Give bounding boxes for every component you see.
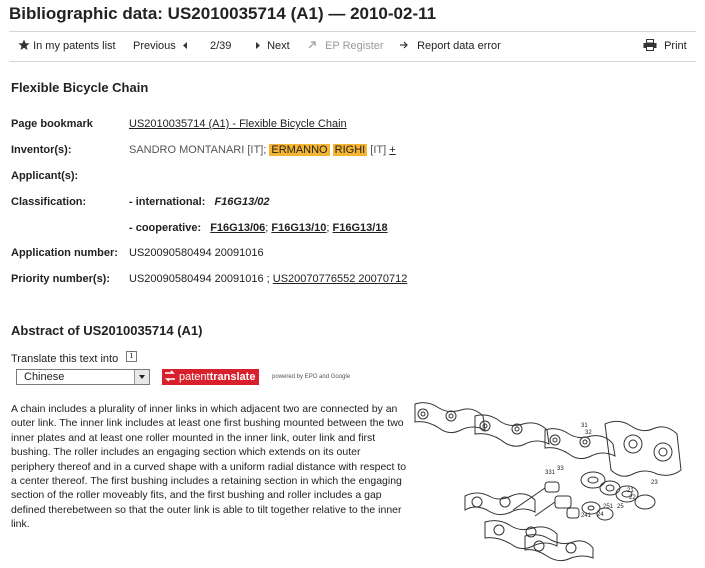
classification-international	[129, 196, 270, 208]
figure-label: 31	[581, 423, 588, 429]
classification-cooperative: - cooperative: F16G13/06; F16G13/10; F16G13/18	[129, 222, 388, 234]
figure-label: 24	[597, 512, 604, 518]
language-select[interactable]	[16, 369, 150, 385]
report-data-error-label: Report data error	[417, 40, 501, 52]
language-selected: Chinese	[24, 371, 65, 383]
priority-number-2-link[interactable]: US20070776552 20070712	[272, 273, 408, 285]
cooperative-code-link[interactable]: F16G13/06	[210, 222, 266, 234]
abstract-title: Abstract of US2010035714 (A1)	[11, 323, 203, 338]
page-bookmark-link[interactable]: US2010035714 (A1) - Flexible Bicycle Chain	[129, 118, 347, 130]
abstract-text: A chain includes a plurality of inner links in which adjacent two are connected by an outer link. The inner link includes at least one first bushing mounted between the two inner plates and at least one roller mounted in the inner link, outer link and first bushing. The roller includes an engaging section which extends on its outer periphery thereof and in a curved shape with a uniform radial distance with respect to a center thereof. The first bushing includes a retaining section in which the engaging section of the roller moveably fits, and the first bushing and roller includes a gap defined therebetween so that the outer link is able to tilt together relative to the inner link.	[11, 403, 407, 531]
previous-button[interactable]	[133, 32, 189, 61]
application-number-value: US20090580494 20091016	[129, 247, 264, 259]
cooperative-code-link[interactable]: F16G13/10	[271, 222, 327, 234]
applicants-label: Applicant(s):	[11, 170, 79, 182]
figure-label: 331	[545, 470, 556, 476]
powered-by-note: powered by EPO and Google	[272, 374, 351, 380]
priority-numbers-value	[129, 273, 407, 285]
figure-label: 25	[617, 504, 624, 510]
info-icon[interactable]: i	[126, 351, 137, 362]
figure-label: 33	[557, 466, 564, 472]
chevron-right-icon	[254, 41, 262, 50]
dropdown-arrow-icon	[134, 370, 149, 384]
cooperative-code-link[interactable]: F16G13/18	[332, 222, 388, 234]
inventor-2-country: [IT]	[370, 144, 387, 156]
result-counter: 2/39	[210, 40, 232, 52]
page-title: Bibliographic data: US2010035714 (A1) — 2010-02-11	[9, 4, 437, 23]
priority-number-1: US20090580494 20091016 ;	[129, 273, 270, 285]
page-bookmark-label: Page bookmark	[11, 118, 93, 130]
international-label: - international:	[129, 196, 206, 208]
priority-numbers-label: Priority number(s):	[11, 273, 111, 285]
previous-label: Previous	[133, 40, 176, 52]
figure-label: 241	[581, 513, 592, 519]
application-number-label: Application number:	[11, 247, 118, 259]
ep-register-label: EP Register	[325, 40, 384, 52]
inventor-2-last-name: RIGHI	[334, 144, 366, 156]
patenttranslate-logo-icon	[164, 370, 176, 382]
inventor-1: SANDRO MONTANARI [IT];	[129, 144, 267, 156]
inventors-value	[129, 144, 396, 156]
chevron-left-icon	[181, 41, 189, 50]
page-bookmark-value	[129, 118, 347, 130]
printer-icon	[643, 39, 657, 51]
chain-drawing-figure	[405, 396, 700, 566]
translate-label: Translate this text into	[11, 353, 119, 365]
inventor-2-first-name: ERMANNO	[271, 144, 328, 156]
inventors-label: Inventor(s):	[11, 144, 72, 156]
my-patents-list-button[interactable]	[18, 32, 116, 61]
cooperative-label: - cooperative:	[129, 222, 202, 234]
print-label: Print	[664, 40, 687, 52]
next-button[interactable]	[254, 32, 290, 61]
report-data-error-link[interactable]	[399, 32, 501, 61]
arrow-up-right-icon	[307, 40, 317, 50]
patenttranslate-text-a: patent	[179, 371, 210, 383]
more-inventors-link[interactable]: +	[389, 144, 396, 156]
figure-label: 23	[651, 480, 658, 486]
figure-label: 251	[603, 504, 614, 510]
classification-label: Classification:	[11, 196, 87, 208]
next-label: Next	[267, 40, 290, 52]
figure-label: 32	[585, 430, 592, 436]
arrow-right-icon	[399, 40, 409, 50]
toolbar	[9, 31, 696, 62]
ep-register-link	[307, 32, 384, 61]
international-code: F16G13/02	[214, 196, 270, 208]
patenttranslate-text-b: translate	[209, 371, 256, 383]
document-title: Flexible Bicycle Chain	[11, 80, 149, 95]
star-icon	[18, 39, 30, 51]
print-button[interactable]	[643, 32, 687, 61]
patenttranslate-button[interactable]	[162, 369, 259, 385]
figure-label: 22	[629, 495, 636, 501]
figure-label: 21	[627, 488, 634, 494]
my-patents-label: In my patents list	[33, 40, 116, 52]
